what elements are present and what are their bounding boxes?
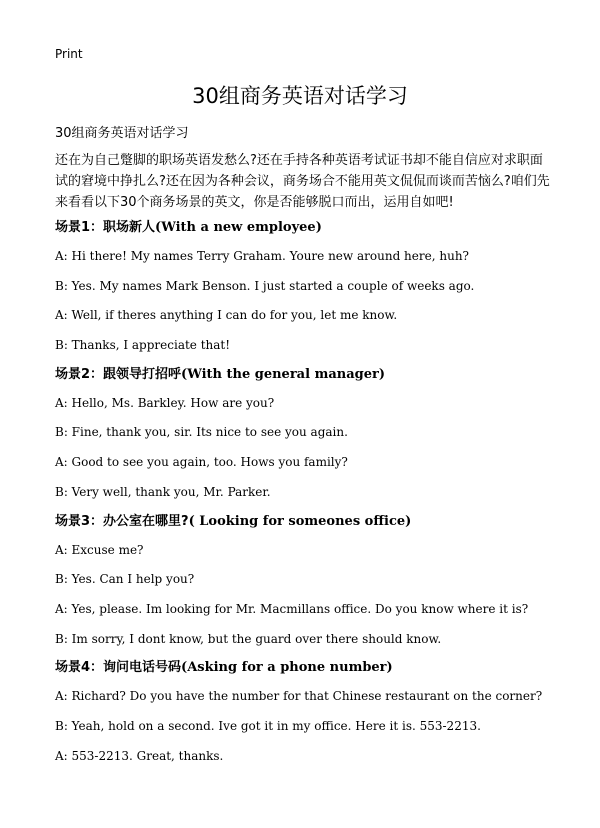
dialogue-line: A: Yes, please. Im looking for Mr. Macmillans office. Do you know where it is? (55, 601, 529, 616)
scene-heading-en: (With the general manager) (181, 366, 385, 382)
dialogue-line: B: Fine, thank you, sir. Its nice to see you again. (55, 425, 348, 440)
scene-section (55, 361, 575, 508)
scene-heading-en: (Asking for a phone number) (181, 660, 393, 676)
scene-heading-en: ( Looking for someones office) (188, 513, 412, 529)
dialogue-line: A: Excuse me? (55, 542, 144, 557)
scene-section (55, 654, 575, 771)
scene-heading (55, 654, 575, 682)
dialogue-line: A: Richard? Do you have the number for that Chinese restaurant on the corner? (55, 689, 543, 704)
scene-section (55, 508, 575, 655)
dialogue-line: A: Good to see you again, too. Hows you family? (55, 455, 348, 470)
page-subtitle: 30组商务英语对话学习 (55, 126, 189, 141)
scene-heading (55, 508, 575, 536)
dialogue-content (55, 214, 575, 771)
dialogue-line: A: Hi there! My names Terry Graham. Youre new around here, huh? (55, 249, 469, 263)
scene-heading (55, 361, 575, 389)
dialogue-line: B: Yes. Can I help you? (55, 572, 195, 587)
dialogue-line: B: Yes. My names Mark Benson. I just started a couple of weeks ago. (55, 278, 475, 293)
dialogue-line: A: Well, if theres anything I can do for you, let me know. (55, 308, 398, 323)
intro-paragraph: 还在为自己蹩脚的职场英语发愁么?还在手持各种英语考试证书却不能自信应对求职面试的窘境中挣扎么?还在因为各种会议，商务场合不能用英文侃侃而谈而苦恼么?咱们先来看看以下30个商务场景的英文，你是否能够脱口而出，运用自如吧! (55, 153, 550, 210)
scene-section (55, 214, 575, 361)
scene-heading-cn: 场景1：职场新人 (55, 220, 156, 235)
dialogue-line: B: Very well, thank you, Mr. Parker. (55, 484, 271, 499)
dialogue-line: A: 553-2213. Great, thanks. (55, 748, 224, 763)
dialogue-line: A: Hello, Ms. Barkley. How are you? (55, 395, 275, 410)
dialogue-line: B: Thanks, I appreciate that! (55, 338, 231, 353)
scene-heading-cn: 场景3：办公室在哪里? (55, 513, 189, 529)
scene-heading (55, 214, 575, 242)
print-link[interactable]: Print (55, 47, 83, 61)
scene-heading-en: (With a new employee) (155, 220, 322, 235)
dialogue-line: B: Im sorry, I dont know, but the guard over there should know. (55, 631, 442, 646)
page-title: 30组商务英语对话学习 (192, 84, 408, 108)
scene-heading-cn: 场景2：跟领导打招呼 (55, 366, 182, 382)
scene-heading-cn: 场景4：询问电话号码 (55, 660, 182, 676)
dialogue-line: B: Yeah, hold on a second. Ive got it in my office. Here it is. 553-2213. (55, 718, 481, 733)
